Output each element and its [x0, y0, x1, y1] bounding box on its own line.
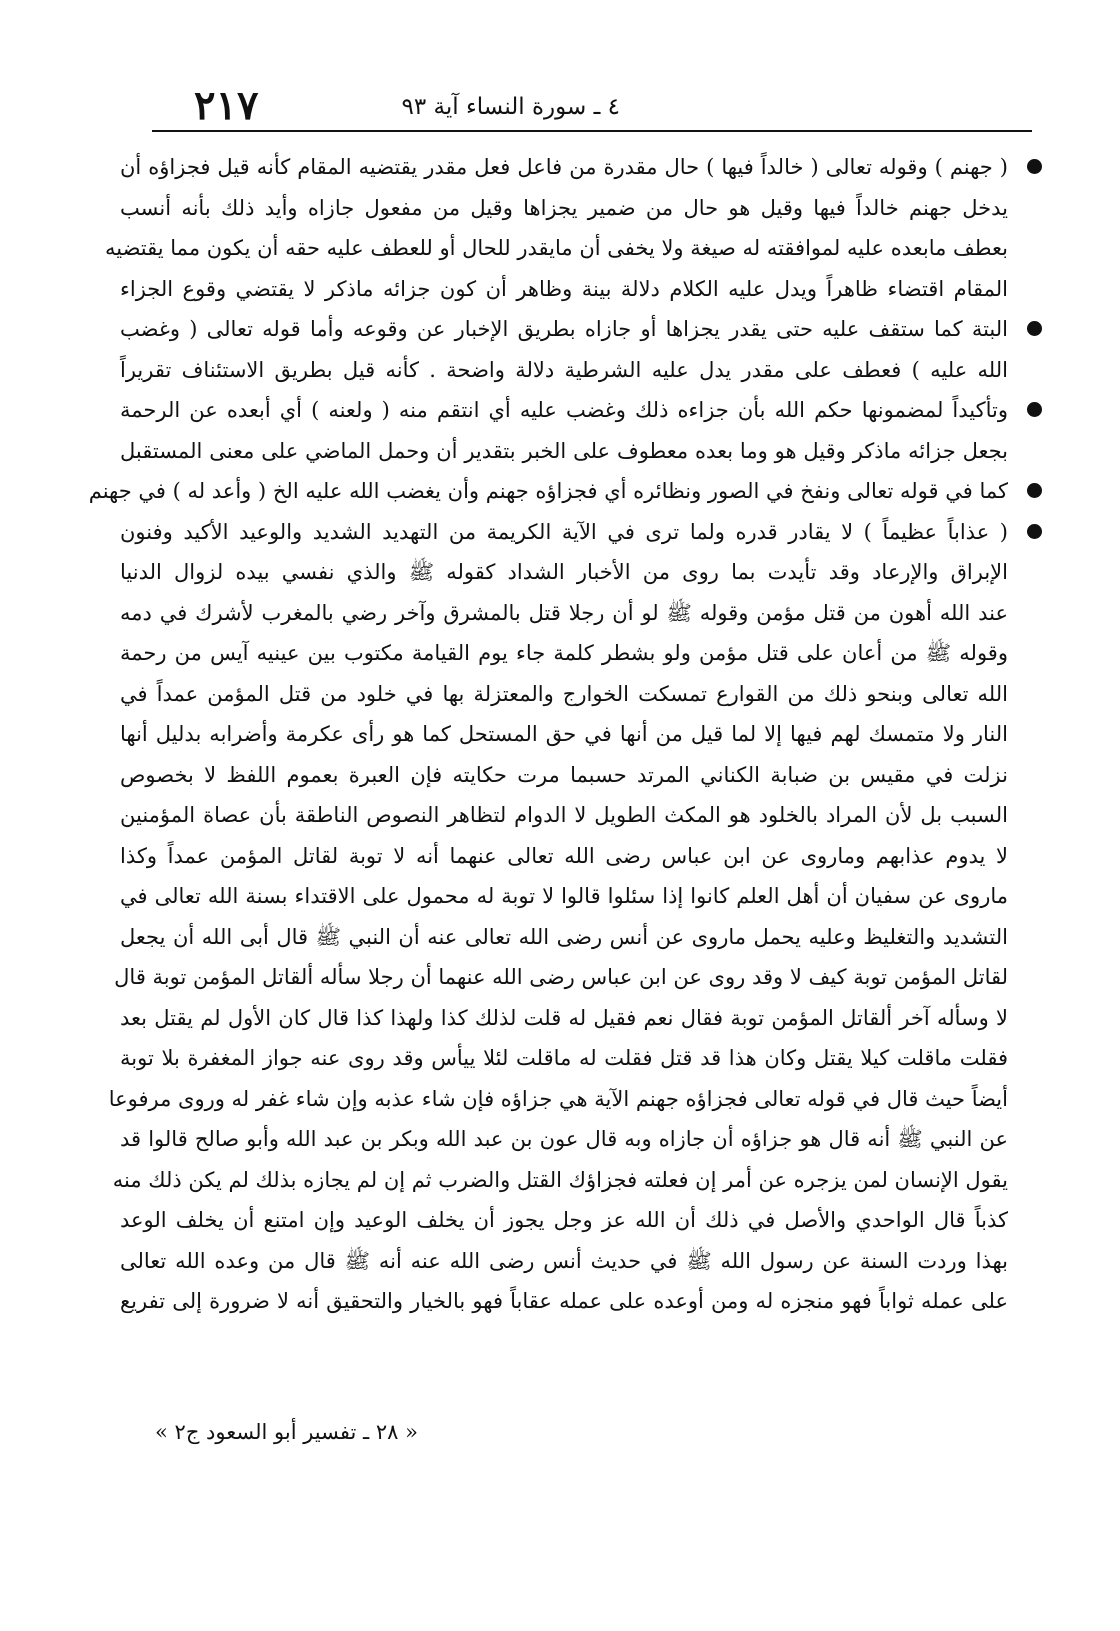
text-line: على عمله ثواباً فهو منجزه له ومن أوعده على عمله عقاباً فهو بالخيار والتحقيق أنه لا ضرورة إلى تفريع: [120, 1289, 1008, 1313]
text-line: التشديد والتغليظ وعليه يحمل ماروى عن أنس رضى الله تعالى عنه أن النبي ﷺ قال أبى الله أن يجعل: [120, 924, 1008, 949]
text-line: السبب بل لأن المراد بالخلود هو المكث الطويل لا الدوام لتظاهر النصوص الناطقة بأن عصاة المؤمنين: [120, 803, 1008, 827]
surah-heading: ٤ ـ سورة النساء آية ٩٣: [401, 94, 620, 120]
text-line: لا وسأله آخر ألقاتل المؤمن توبة فقال نعم فقيل له قلت لذلك كذا ولهذا كذا قال كان الأول لم يقتل بعد: [120, 1005, 1008, 1030]
text-line: كذباً قال الواحدي والأصل في ذلك أن الله عز وجل يجوز أن يخلف الوعيد وإن امتنع أن يخلف الوعد: [120, 1208, 1008, 1232]
text-line: عند الله أهون من قتل مؤمن وقوله ﷺ لو أن رجلا قتل بالمشرق وآخر رضي بالمغرب لأشرك في دمه: [120, 600, 1008, 625]
text-line: ماروى عن سفيان أن أهل العلم كانوا إذا سئلوا قالوا لا توبة له محمول على الاقتداء بسنة الله تعالى في: [120, 884, 1008, 908]
bullet-marker-icon: [1027, 402, 1042, 417]
bullet-marker-icon: [1027, 321, 1042, 336]
text-line: كما في قوله تعالى ونفخ في الصور ونظائره أي فجزاؤه جهنم وأن يغضب الله عليه الخ ( وأعد له ) في جهنم: [120, 471, 1008, 512]
text-line: لقاتل المؤمن توبة كيف لا وقد روى عن ابن عباس رضى الله عنهما أن رجلا سأله ألقاتل المؤمن توبة قال: [114, 965, 1008, 989]
bullet-marker-icon: [1027, 524, 1042, 539]
signature-footer: « ٢٨ ـ تفسير أبو السعود ج٢ »: [155, 1420, 418, 1444]
page-number: ٢١٧: [194, 82, 259, 129]
text-line: عن النبي ﷺ أنه قال هو جزاؤه أن جازاه وبه قال عون بن عبد الله وبكر بن عبد الله وأبو صالح قالوا قد: [120, 1127, 1008, 1151]
text-line: بهذا وردت السنة عن رسول الله ﷺ في حديث أنس رضى الله عنه أنه ﷺ قال من وعده الله تعالى: [120, 1248, 1008, 1273]
text-line: وتأكيداً لمضمونها حكم الله بأن جزاءه ذلك وغضب عليه أي انتقم منه ( ولعنه ) أي أبعده عن الرحمة: [120, 390, 1008, 431]
text-line: بجعل جزائه ماذكر وقيل هو وما بعده معطوف على الخبر بتقدير أن وحمل الماضي على معنى المستقبل: [120, 438, 1008, 463]
text-line: أيضاً حيث قال في قوله تعالى فجزاؤه جهنم الآية هي جزاؤه فإن شاء عذبه وإن شاء غفر له وروى مرفوعا: [108, 1086, 1008, 1111]
text-line: يقول الإنسان لمن يزجره عن أمر إن فعلته فجزاؤك القتل والضرب ثم إن لم يجازه بذلك لم يكن ذلك منه: [112, 1167, 1008, 1192]
text-line: ( جهنم ) وقوله تعالى ( خالداً فيها ) حال مقدرة من فاعل فعل مقدر يقتضيه المقام كأنه قيل فجزاؤه أن: [120, 147, 1008, 188]
text-line: نزلت في مقيس بن ضبابة الكناني المرتد حسبما مرت حكايته فإن العبرة بعموم اللفظ لا بخصوص: [120, 762, 1008, 787]
text-line: النار ولا متمسك لهم فيها إلا لما قيل من أنها في حق المستحل كما هو رأى عكرمة وأضرابه بدليل أنها: [120, 722, 1008, 746]
text-line: الإبراق والإرعاد وقد تأيدت بما روى من الأخبار الشداد كقوله ﷺ والذي نفسي بيده لزوال الدنيا: [120, 560, 1008, 584]
header-divider: [152, 130, 1032, 132]
text-line: فقلت ماقلت كيلا يقتل وكان هذا قد قتل فقلت له ماقلت لئلا ييأس وقد روى عنه جواز المغفرة بلا توبة: [120, 1046, 1008, 1070]
text-line: الله تعالى وبنحو ذلك من القوارع تمسكت الخوارج والمعتزلة بها في خلود من قتل المؤمن عمداً في: [120, 681, 1008, 706]
text-line: يدخل جهنم خالداً فيها وقيل هو حال من ضمير يجزاها وقيل من مفعول جازاه وأيد ذلك بأنه أنسب: [120, 195, 1008, 220]
bullet-marker-icon: [1027, 159, 1042, 174]
commentary-text: [88, 147, 1008, 1322]
text-line: ( عذاباً عظيماً ) لا يقادر قدره ولما ترى في الآية الكريمة من التهديد الشديد والوعيد الأكيد وفنون: [120, 512, 1008, 553]
text-line: لا يدوم عذابهم وماروى عن ابن عباس رضى الله تعالى عنهما أنه لا توبة لقاتل المؤمن عمداً وكذا: [120, 843, 1008, 868]
text-line: البتة كما ستقف عليه حتى يقدر يجزاها أو جازاه بطريق الإخبار عن وقوعه وأما قوله تعالى ( وغضب: [120, 309, 1008, 350]
text-line: بعطف مابعده عليه لموافقته له صيغة ولا يخفى أن مايقدر للحال أو للعطف عليه حقه أن يكون مما يقتضيه: [105, 236, 1008, 260]
text-line: وقوله ﷺ من أعان على قتل مؤمن ولو بشطر كلمة جاء يوم القيامة مكتوب بين عينيه آيس من رحمة: [120, 641, 1008, 665]
text-line: الله عليه ) فعطف على مقدر يدل عليه الشرطية دلالة واضحة . كأنه قيل بطريق الاستئناف تقريراً: [120, 357, 1008, 382]
bullet-marker-icon: [1027, 483, 1042, 498]
text-line: المقام اقتضاء ظاهراً ويدل عليه الكلام دلالة بينة وظاهر أن كون جزائه ماذكر لا يقتضي وقوع الجزاء: [120, 276, 1008, 301]
page-header: [150, 82, 1030, 130]
